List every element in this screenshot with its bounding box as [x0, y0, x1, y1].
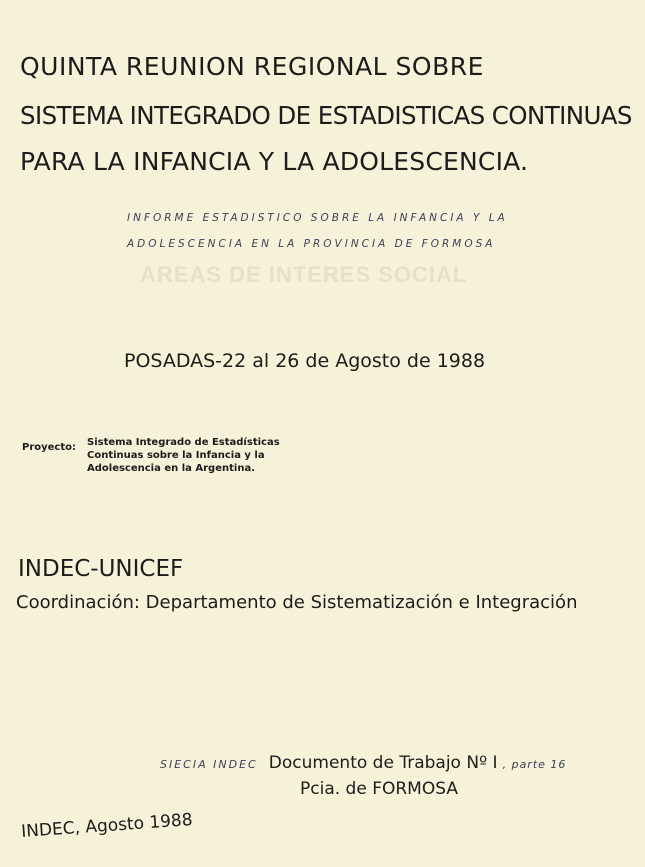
document-handwritten-prefix: SIECIA INDEC	[160, 758, 258, 771]
coordination-line	[16, 592, 577, 613]
project-line-1: Sistema Integrado de Estadísticas	[87, 437, 280, 448]
footer-date: INDEC, Agosto 1988	[20, 810, 194, 842]
title-line-1: QUINTA REUNION REGIONAL SOBRE	[20, 52, 484, 81]
title-line-3: PARA LA INFANCIA Y LA ADOLESCENCIA.	[20, 147, 529, 176]
document-province: Pcia. de FORMOSA	[300, 779, 458, 799]
faded-subtitle: AREAS DE INTERES SOCIAL	[140, 262, 468, 287]
handwritten-subtitle-line-2: ADOLESCENCIA EN LA PROVINCIA DE FORMOSA	[127, 238, 496, 250]
organization: INDEC-UNICEF	[18, 556, 184, 582]
project-line-2: Continuas sobre la Infancia y la	[87, 450, 265, 461]
handwritten-subtitle-line-1: INFORME ESTADISTICO SOBRE LA INFANCIA Y LA	[127, 212, 508, 224]
coordination-value: Departamento de Sistematización e Integración	[145, 592, 578, 613]
document-handwritten-suffix: , parte 16	[502, 758, 567, 771]
document-label: Documento de Trabajo Nº I	[268, 753, 498, 773]
event-line: POSADAS-22 al 26 de Agosto de 1988	[124, 350, 486, 372]
project-label: Proyecto:	[22, 442, 77, 453]
project-line-3: Adolescencia en la Argentina.	[87, 463, 255, 474]
title-line-2: SISTEMA INTEGRADO DE ESTADISTICAS CONTINUAS	[20, 101, 632, 130]
document-line	[160, 753, 566, 773]
coordination-label: Coordinación:	[16, 592, 140, 613]
